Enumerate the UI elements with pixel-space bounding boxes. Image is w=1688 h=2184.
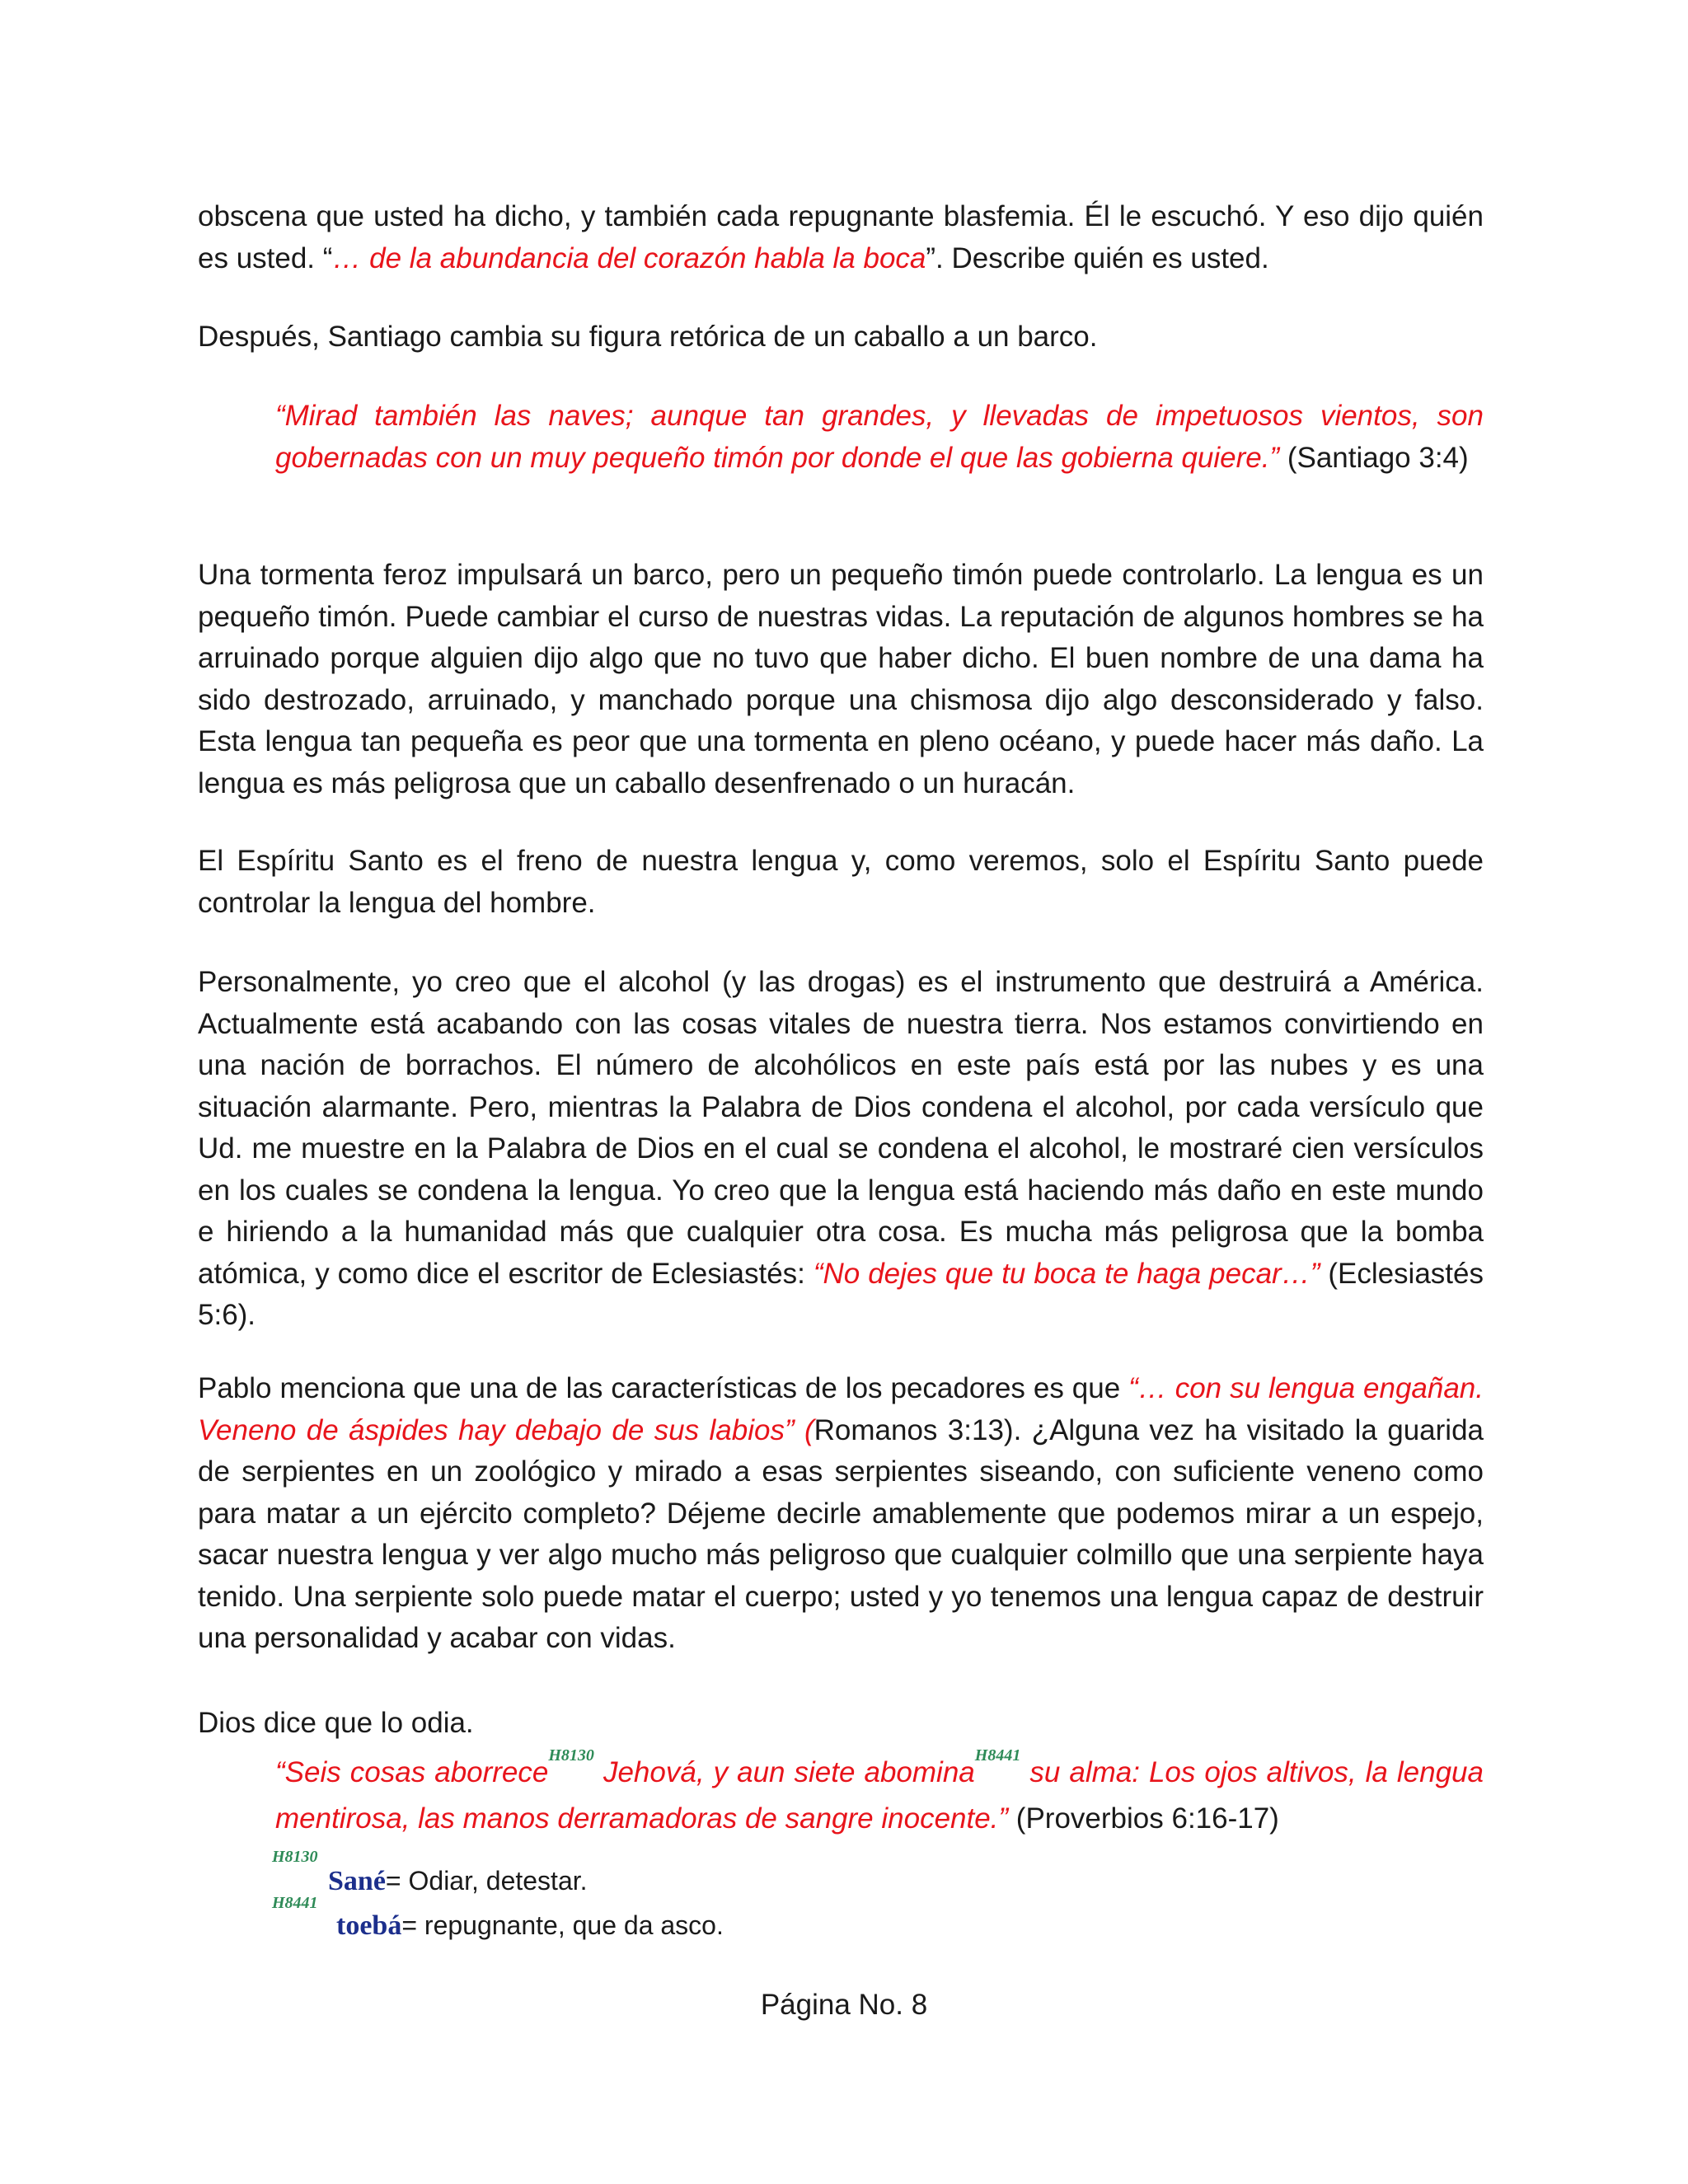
- paragraph-1: [198, 196, 1484, 279]
- blockquote-proverbios-text-c: su alma: Los ojos altivos, la lengua mentirosa, las manos derramadoras de sangre inocente.”: [275, 1756, 1484, 1835]
- paragraph-5-quote: “No dejes que tu boca te haga pecar…”: [813, 1257, 1320, 1290]
- blockquote-proverbios: [275, 1746, 1484, 1840]
- definition-2-code: H8441: [272, 1894, 318, 1912]
- page-number: Página No. 8: [760, 1989, 928, 2021]
- paragraph-5-text-a: Personalmente, yo creo que el alcohol (y las drogas) es el instrumento que destruirá a América. Actualmente está acabando con las cosas vitales de nuestra tierra. Nos estamos convirtiendo en una nación de borrachos. El número de alcohólicos en este país está por las nubes y es una situación alarmante. Pero, mientras la Palabra de Dios condena el alcohol, por cada versículo que Ud. me muestre en la Palabra de Dios en el cual se condena el alcohol, le mostraré cien versículos en los cuales se condena la lengua. Yo creo que la lengua está haciendo más daño en este mundo e hiriendo a la humanidad más que cualquier otra cosa. Es mucha más peligrosa que la bomba atómica, y como dice el escritor de Eclesiastés:: [198, 966, 1484, 1290]
- blockquote-proverbios-ref: (Proverbios 6:16-17): [1008, 1802, 1279, 1835]
- definition-2-word: toebá: [336, 1910, 402, 1941]
- definition-1-code: H8130: [272, 1848, 318, 1866]
- paragraph-3: Una tormenta feroz impulsará un barco, pero un pequeño timón puede controlarlo. La lengua es un pequeño timón. Puede cambiar el curso de nuestras vidas. La reputación de algunos hombres se ha arruinado porque alguien dijo algo que no tuvo que haber dicho. El buen nombre de una dama ha sido destrozado, arruinado, y manchado porque una chismosa dijo algo desconsiderado y falso. Esta lengua tan pequeña es peor que una tormenta en pleno océano, y puede hacer más daño. La lengua es más peligrosa que un caballo desenfrenado o un huracán.: [198, 559, 1484, 799]
- definition-1-word: Sané: [328, 1866, 386, 1896]
- blockquote-proverbios-text-a: “Seis cosas aborrece: [275, 1756, 549, 1788]
- definition-2: [336, 1909, 724, 1943]
- strongs-ref-h8130: H8130: [548, 1746, 594, 1765]
- paragraph-6: [198, 1368, 1484, 1660]
- paragraph-6-quote: “… con su lengua engañan. Veneno de áspides hay debajo de sus labios” (: [198, 1372, 1484, 1446]
- definition-1-meaning: = Odiar, detestar.: [385, 1866, 588, 1896]
- paragraph-7: Dios dice que lo odia.: [198, 1707, 474, 1739]
- paragraph-5-text-b: (Eclesiastés 5:6).: [198, 1257, 1484, 1331]
- definition-2-meaning: = repugnante, que da asco.: [401, 1910, 724, 1940]
- paragraph-2: Después, Santiago cambia su figura retórica de un caballo a un barco.: [198, 321, 1098, 353]
- blockquote-santiago-ref: (Santiago 3:4): [1279, 441, 1469, 474]
- paragraph-6-text-a: Pablo menciona que una de las características de los pecadores es que: [198, 1372, 1129, 1404]
- paragraph-5: [198, 962, 1484, 1337]
- paragraph-1-quote: … de la abundancia del corazón habla la boca: [332, 241, 926, 274]
- strongs-ref-h8441: H8441: [974, 1746, 1021, 1765]
- blockquote-santiago: [275, 396, 1484, 479]
- blockquote-santiago-text: “Mirad también las naves; aunque tan grandes, y llevadas de impetuosos vientos, son gobernadas con un muy pequeño timón por donde el que las gobierna quiere.”: [275, 400, 1484, 474]
- paragraph-6-text-b: Romanos 3:13). ¿Alguna vez ha visitado la guarida de serpientes en un zoológico y mirado a esas serpientes siseando, con suficiente veneno como para matar a un ejército completo? Déjeme decirle amablemente que podemos mirar a un espejo, sacar nuestra lengua y ver algo mucho más peligroso que cualquier colmillo que una serpiente haya tenido. Una serpiente solo puede matar el cuerpo; usted y yo tenemos una lengua capaz de destruir una personalidad y acabar con vidas.: [198, 1413, 1484, 1654]
- definition-1: [328, 1864, 588, 1898]
- blockquote-proverbios-text-b: Jehová, y aun siete abomina: [593, 1756, 975, 1788]
- paragraph-1-text-b: ”. Describe quién es usted.: [926, 241, 1269, 274]
- paragraph-1-text-a: obscena que usted ha dicho, y también cada repugnante blasfemia. Él le escuchó. Y eso dijo quién es usted. “: [198, 200, 1484, 274]
- paragraph-4: El Espíritu Santo es el freno de nuestra lengua y, como veremos, solo el Espíritu Santo puede controlar la lengua del hombre.: [198, 845, 1484, 919]
